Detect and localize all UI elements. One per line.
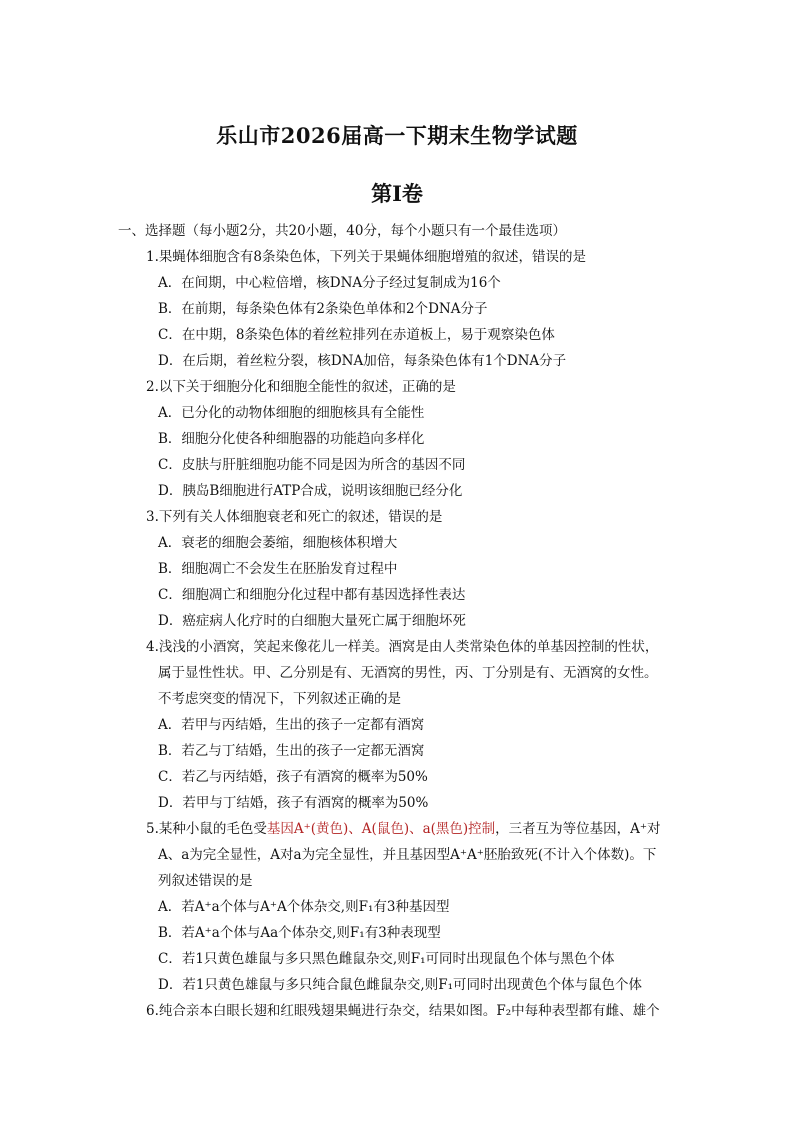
question-5-highlighted-text: 基因A⁺(黄色)、A(鼠色)、a(黑色)控制	[266, 821, 496, 837]
question-3-option-a: A．衰老的细胞会萎缩，细胞核体积增大	[158, 535, 398, 551]
section-heading: 一、选择题（每小题2分，共20小题，40分，每个小题只有一个最佳选项）	[118, 223, 566, 239]
question-4-option-c: C．若乙与丙结婚，孩子有酒窝的概率为50%	[158, 769, 428, 785]
question-1-stem: 1.果蝇体细胞含有8条染色体，下列关于果蝇体细胞增殖的叙述，错误的是	[146, 249, 586, 265]
question-4-stem-continued: 属于显性性状。甲、乙分别是有、无酒窝的男性，丙、丁分别是有、无酒窝的女性。	[158, 665, 658, 681]
question-5-option-b: B．若A⁺a个体与Aa个体杂交,则F₁有3种表现型	[158, 925, 441, 941]
question-4-option-a: A．若甲与丙结婚，生出的孩子一定都有酒窝	[158, 717, 425, 733]
question-3-option-b: B．细胞凋亡不会发生在胚胎发育过程中	[158, 561, 398, 577]
question-4-option-b: B．若乙与丁结婚，生出的孩子一定都无酒窝	[158, 743, 425, 759]
question-4-stem: 4.浅浅的小酒窝，笑起来像花儿一样美。酒窝是由人类常染色体的单基因控制的性状，	[146, 639, 659, 655]
question-5-option-d: D．若1只黄色雄鼠与多只纯合鼠色雌鼠杂交,则F₁可同时出现黄色个体与鼠色个体	[158, 977, 642, 993]
question-1-option-a: A．在间期，中心粒倍增，核DNA分子经过复制成为16个	[158, 275, 501, 291]
question-2-option-c: C．皮肤与肝脏细胞功能不同是因为所含的基因不同	[158, 457, 466, 473]
question-5-stem-start: 5.某种小鼠的毛色受	[146, 821, 267, 837]
exam-body	[118, 218, 718, 1024]
question-2-option-a: A．已分化的动物体细胞的细胞核具有全能性	[158, 405, 425, 421]
question-5-option-a: A．若A⁺a个体与A⁺A个体杂交,则F₁有3种基因型	[158, 899, 450, 915]
question-3-stem: 3.下列有关人体细胞衰老和死亡的叙述，错误的是	[146, 509, 443, 525]
question-6-stem: 6.纯合亲本白眼长翅和红眼残翅果蝇进行杂交，结果如图。F₂中每种表型都有雌、雄个	[146, 1003, 660, 1019]
question-5-stem-continued: A、a为完全显性，A对a为完全显性，并且基因型A⁺A⁺胚胎致死(不计入个体数)。下	[158, 847, 657, 863]
question-5-option-c: C．若1只黄色雄鼠与多只黑色雌鼠杂交,则F₁可同时出现鼠色个体与黑色个体	[158, 951, 615, 967]
question-1-option-c: C．在中期，8条染色体的着丝粒排列在赤道板上，易于观察染色体	[158, 327, 555, 343]
question-5-stem-end: ，三者互为等位基因，A⁺对	[495, 821, 661, 837]
question-3-option-c: C．细胞凋亡和细胞分化过程中都有基因选择性表达	[158, 587, 466, 603]
question-1-option-b: B．在前期，每条染色体有2条染色单体和2个DNA分子	[158, 301, 488, 317]
question-4-stem-continued: 不考虑突变的情况下，下列叙述正确的是	[158, 691, 401, 707]
exam-title: 乐山市2026届高一下期末生物学试题	[216, 123, 578, 148]
question-2-option-b: B．细胞分化使各种细胞器的功能趋向多样化	[158, 431, 425, 447]
question-2-stem: 2.以下关于细胞分化和细胞全能性的叙述，正确的是	[146, 379, 456, 395]
question-5-stem	[118, 816, 718, 842]
question-3-option-d: D．癌症病人化疗时的白细胞大量死亡属于细胞坏死	[158, 613, 466, 629]
question-1-option-d: D．在后期，着丝粒分裂，核DNA加倍，每条染色体有1个DNA分子	[158, 353, 567, 369]
volume-heading: 第Ⅰ卷	[371, 181, 423, 206]
question-2-option-d: D．胰岛B细胞进行ATP合成，说明该细胞已经分化	[158, 483, 463, 499]
question-4-option-d: D．若甲与丁结婚，孩子有酒窝的概率为50%	[158, 795, 429, 811]
question-5-stem-continued: 列叙述错误的是	[158, 873, 253, 889]
